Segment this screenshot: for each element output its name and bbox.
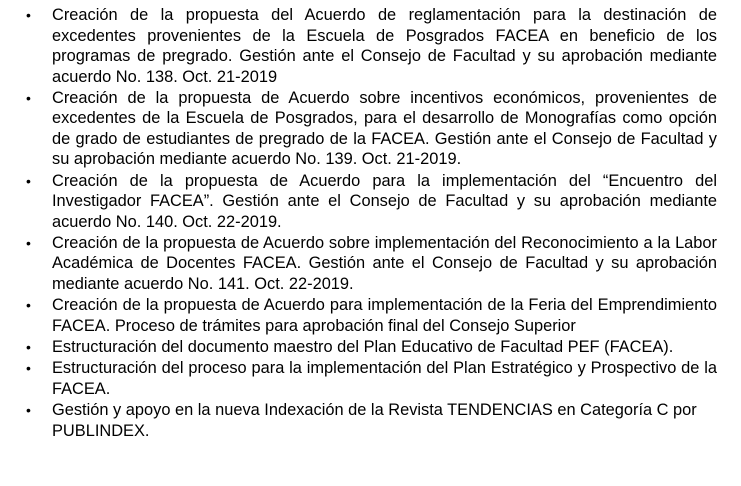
bullet-icon: • (26, 89, 31, 106)
list-item-text: Gestión y apoyo en la nueva Indexación de la Revista TENDENCIAS en Categoría C por PUBLINDEX. (52, 401, 697, 440)
document-page (0, 5, 741, 442)
list-item (0, 5, 741, 87)
list-item (0, 233, 741, 295)
list-item-text: Creación de la propuesta del Acuerdo de reglamentación para la destinación de excedentes provenientes de la Escuela de Posgrados FACEA en beneficio de los programas de pregrado. Gestión ante el Consejo de Facultad y su aprobación mediante acuerdo No. 138. Oct. 21-2019 (52, 6, 717, 86)
list-item (0, 337, 741, 358)
list-item-text: Creación de la propuesta de Acuerdo para la implementación del “Encuentro del Investigador FACEA”. Gestión ante el Consejo de Facultad y su aprobación mediante acuerdo No. 140. Oct. 22-2019. (52, 171, 717, 231)
list-item (0, 358, 741, 399)
bullet-icon: • (26, 338, 31, 355)
list-item (0, 88, 741, 170)
list-item-text: Creación de la propuesta de Acuerdo para implementación de la Feria del Emprendimiento FACEA. Proceso de trámites para aprobación final del Consejo Superior (52, 296, 717, 335)
list-item-text: Creación de la propuesta de Acuerdo sobre incentivos económicos, provenientes de excedentes de la Escuela de Posgrados, para el desarrollo de Monografías como opción de grado de estudiantes de pregrado de la FACEA. Gestión ante el Consejo de Facultad y su aprobación mediante acuerdo No. 139. Oct. 21-2019. (52, 88, 717, 169)
bullet-icon: • (26, 360, 31, 377)
list-item (0, 295, 741, 336)
list-item (0, 400, 741, 441)
list-item (0, 171, 741, 233)
bullet-icon: • (26, 297, 31, 314)
bullet-list (0, 5, 741, 441)
bullet-icon: • (26, 172, 31, 189)
list-item-text: Estructuración del proceso para la implementación del Plan Estratégico y Prospectivo de la FACEA. (52, 359, 717, 398)
bullet-icon: • (26, 7, 31, 23)
list-item-text: Estructuración del documento maestro del Plan Educativo de Facultad PEF (FACEA). (52, 337, 674, 356)
list-item-text: Creación de la propuesta de Acuerdo sobre implementación del Reconocimiento a la Labor Académica de Docentes FACEA. Gestión ante el Consejo de Facultad y su aprobación mediante acuerdo No. 141. Oct. 22-2019. (52, 233, 717, 293)
bullet-icon: • (26, 402, 31, 419)
bullet-icon: • (26, 234, 31, 251)
